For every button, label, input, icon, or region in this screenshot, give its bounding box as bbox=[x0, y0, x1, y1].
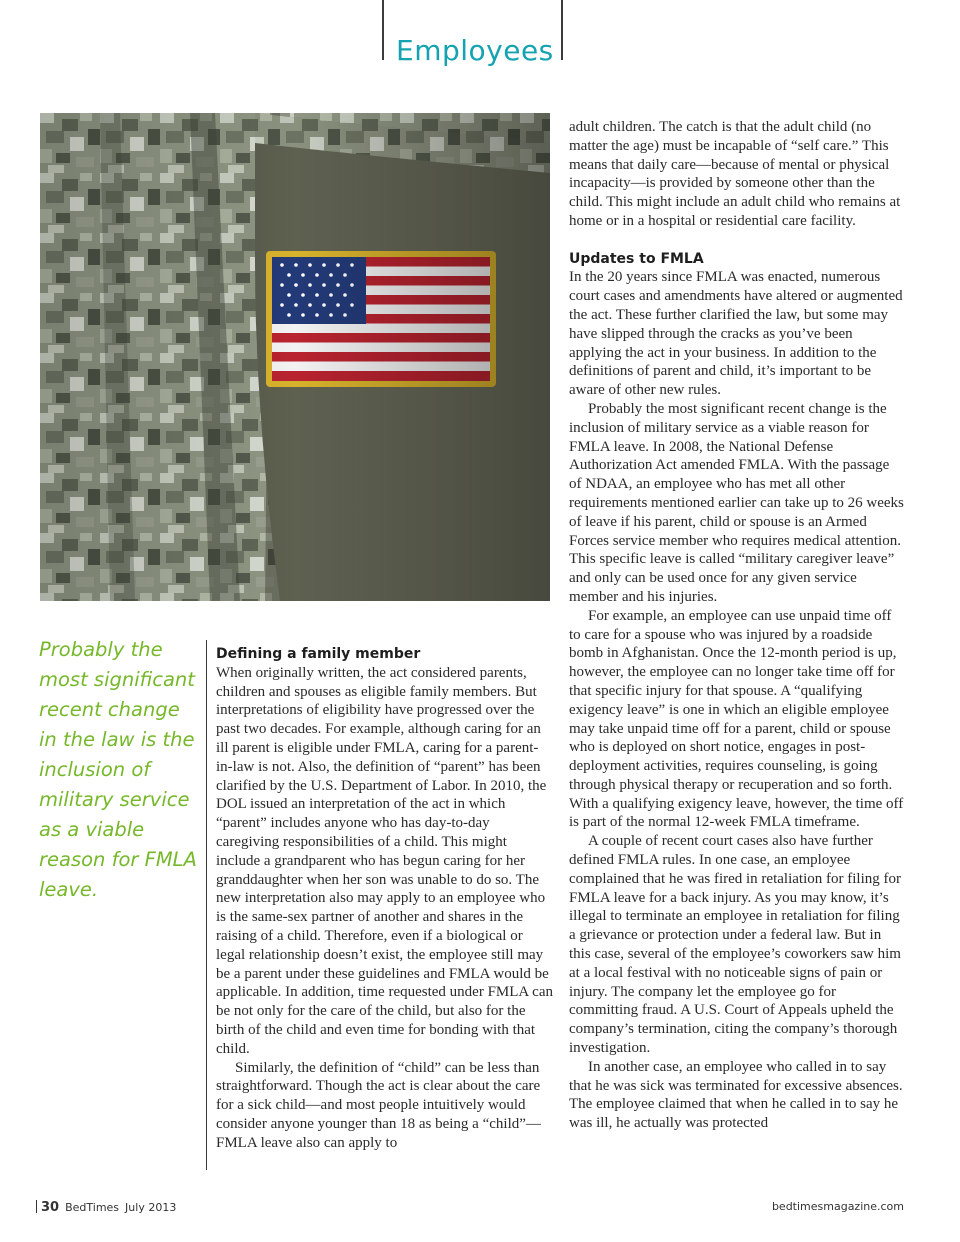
publication-name: BedTimes bbox=[65, 1201, 120, 1214]
subheading-updates-to-fmla: Updates to FMLA bbox=[569, 250, 704, 267]
paragraph: A couple of recent court cases also have further defined FMLA rules. In one case, an employee complained that he was fired in retaliation for filing for FMLA leave for a back injury. As you may know, it’s illegal to terminate an employee in retaliation for filing a grievance or protection under a federal law. But in this case, several of the employee’s coworkers saw him at a local festival with no noticeable signs of pain or injury. The company let the employee go for committing fraud. A U.S. Court of Appeals upheld the company’s termination, citing the company’s thorough investigation. bbox=[569, 833, 901, 1057]
page-number: 30 bbox=[41, 1200, 60, 1215]
footer-folio bbox=[36, 1200, 176, 1215]
subheading-defining-family-member: Defining a family member bbox=[216, 646, 421, 662]
paragraph: In another case, an employee who called in to say that he was sick was terminated for excessive absences. The employee claimed that when he called in to say he was ill, he actually was protected bbox=[569, 1058, 903, 1132]
paragraph: When originally written, the act considered parents, children and spouses as eligible family members. But interpretations of eligibility have progressed over the past two decades. For example, although caring for an ill parent is eligible under FMLA, caring for a parent-in-law is not. Also, the definition of “parent” has been clarified by the U.S. Department of Labor. In 2010, the DOL issued an interpretation of the act in which “parent” includes anyone who has day-to-day caregiving responsibilities of a child. This might include a grandparent who has begun caring for her granddaughter when her son was unable to do so. The new interpretation also may apply to an employee who is the same-sex partner of another and shares in the raising of a child. Therefore, even if a biological or legal relationship doesn’t exist, the employee still may be a parent under these guidelines and FMLA would be applicable. In addition, time requested under FMLA can be not only for the care of the child, but also for the birth of the child and even time for bonding with that child. bbox=[216, 664, 553, 1057]
paragraph: For example, an employee can use unpaid time off to care for a spouse who was injured by a roadside bomb in Afghanistan. Once the 12-month period is up, however, the employee can no longer take time off for that specific injury for that spouse. A “qualifying exigency leave” is one in which an eligible employee may take unpaid time off for a parent, child or spouse who is deployed on short notice, engages in post-deployment activities, requires counseling, is going through physical therapy or recuperation and so forth. With a qualifying exigency leave, however, the time off is part of the normal 12-week FMLA timeframe. bbox=[569, 607, 904, 831]
website-link[interactable]: bedtimesmagazine.com bbox=[771, 1200, 904, 1213]
section-title: Employees bbox=[396, 34, 554, 67]
paragraph: In the 20 years since FMLA was enacted, numerous court cases and amendments have altered or augmented the act. These further clarified the law, but some may have slipped through the cracks as you’ve been applying the act in your business. In addition to the definitions of parent and child, it’s important to be aware of other new rules. bbox=[569, 269, 903, 399]
paragraph: Similarly, the definition of “child” can be less than straightforward. Though the act is clear about the care for a sick child—and most people intuitively would consider anyone younger than 18 as being a “child”—FMLA leave also can apply to bbox=[216, 1059, 541, 1151]
article-column-left bbox=[216, 645, 554, 1153]
paragraph: Probably the most significant recent change is the inclusion of military service as a viable reason for FMLA leave. In 2008, the National Defense Authorization Act amended FMLA. With the passage of NDAA, an employee who has met all other requirements mentioned earlier can take up to 26 weeks of leave if his parent, child or spouse is an Armed Forces service member who requires medical attention. This specific leave is called “military caregiver leave” and only can be used once for any given service member and his injuries. bbox=[569, 400, 904, 605]
paragraph-continuation: adult children. The catch is that the adult child (no matter the age) must be incapable of “self care.” This means that daily care—because of mental or physical incapacity—is provided by someone other than the child. This might include an adult child who remains at home or in a hospital or residential care facility. bbox=[569, 119, 901, 229]
military-uniform-photo bbox=[40, 113, 550, 601]
column-divider-rule bbox=[206, 640, 207, 1170]
footer-rule bbox=[36, 1200, 37, 1213]
issue-date: July 2013 bbox=[125, 1201, 177, 1214]
article-column-right bbox=[569, 118, 905, 1133]
header-left-rule bbox=[382, 0, 384, 60]
pull-quote: Probably the most significant recent change in the law is the inclusion of military service as a viable reason for FMLA leave. bbox=[39, 638, 197, 901]
header-right-rule bbox=[561, 0, 563, 60]
